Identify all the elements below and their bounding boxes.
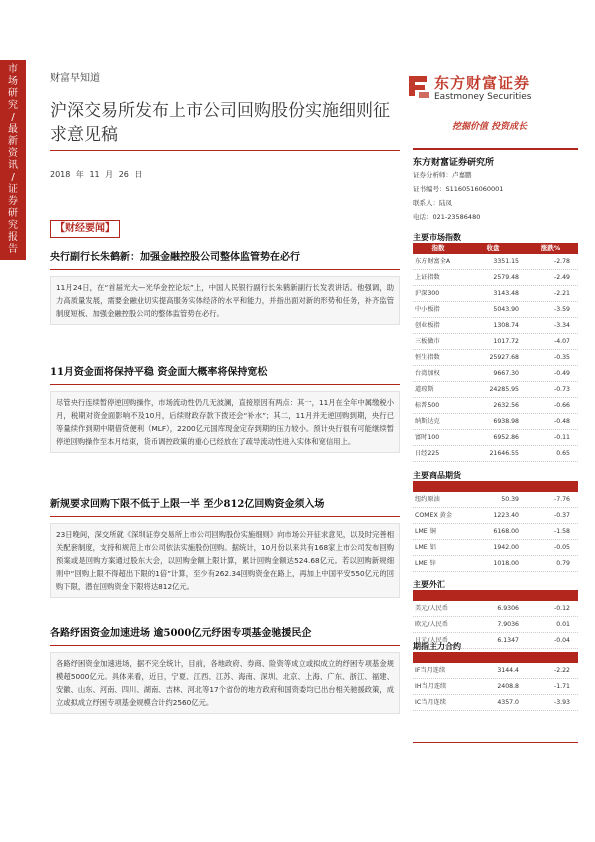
row-value: 3351.15 <box>493 258 519 265</box>
article <box>50 498 400 598</box>
row-name: 美元/人民币 <box>415 605 449 612</box>
row-name: LME 锌 <box>415 560 436 567</box>
table-row <box>413 270 578 286</box>
row-change: -0.73 <box>553 386 570 393</box>
side-label-char: / <box>11 172 15 183</box>
index-futures-table <box>413 641 578 711</box>
row-value: 6938.98 <box>493 418 519 425</box>
logo-text: 东方财富证券 <box>434 74 531 92</box>
side-label <box>0 64 26 256</box>
table-row <box>413 302 578 318</box>
row-name: 台湾加权 <box>415 370 440 377</box>
row-value: 1308.74 <box>493 322 519 329</box>
side-label-char: 证 <box>8 184 18 195</box>
article <box>50 627 400 714</box>
side-label-char: 新 <box>8 136 18 147</box>
article <box>50 366 400 453</box>
logo-english: Eastmoney Securities <box>434 92 532 102</box>
table-row <box>413 398 578 414</box>
row-name: IH当月连续 <box>415 683 447 690</box>
side-label-char: 资 <box>8 148 18 159</box>
row-name: 欧元/人民币 <box>415 621 449 628</box>
table-row <box>413 318 578 334</box>
section-tag: 【财经要闻】 <box>50 220 120 238</box>
table-row <box>413 350 578 366</box>
futures-title: 期指主力合约 <box>413 642 461 651</box>
table-row <box>413 663 578 679</box>
row-value: 1018.00 <box>493 560 519 567</box>
table-row <box>413 679 578 695</box>
row-change: 0.01 <box>556 621 570 628</box>
side-label-char: 报 <box>8 232 18 243</box>
article-body: 23日晚间，深交所就《深圳证券交易所上市公司回购股份实施细则》向市场公开征求意见，以及时完善相关配套制度，支持和规范上市公司依法实施股份回购。据统计，10月份以来共有168家上市公司发布回购预案或是回购方案通过股东大会，以回购金额上限计算，累计回购金额达524.68亿元。若以回购新规细则中“回购上限不得超出下限的1倍”计算，至少有262.34回购资金在路上，再加上中国平安550亿元的回购下限，潜在回购资金下限将达812亿元。 <box>50 523 400 598</box>
row-change: -7.76 <box>553 496 570 503</box>
market-index-table <box>413 232 578 462</box>
table-row <box>413 254 578 270</box>
row-value: 7.9036 <box>497 621 519 628</box>
table-header-bar <box>413 590 578 601</box>
article-headline: 各路纾困资金加速进场 逾5000亿元纾困专项基金驰援民企 <box>50 627 400 646</box>
row-value: 2632.56 <box>493 402 519 409</box>
row-value: 6168.00 <box>493 528 519 535</box>
contact-phone: 电话：021-23586480 <box>413 213 481 221</box>
table-row <box>413 382 578 398</box>
row-name: 东方财富全A <box>415 258 451 265</box>
article-body: 各路纾困资金加速进场，据不完全统计，目前，各地政府、券商、险资等成立或拟成立的纾困专项基金规模超5000亿元。具体来看，近日，宁夏、江西、江苏、海南、深圳、北京、上海、广东、浙江、福建、安徽、山东、河南、四川、湖南、吉林、河北等17个省份的地方政府和国资委均已出台相关驰援政策，成立或拟成立纾困专项基金规模合计约2560亿元。 <box>50 652 400 714</box>
fx-title: 主要外汇 <box>413 580 445 589</box>
row-value: 3143.48 <box>493 290 519 297</box>
table-row <box>413 695 578 711</box>
header-close: 收盘 <box>486 244 500 252</box>
row-change: 0.79 <box>556 560 570 567</box>
row-change: -0.12 <box>553 605 570 612</box>
row-change: -0.48 <box>553 418 570 425</box>
row-change: -2.49 <box>553 274 570 281</box>
row-change: -1.71 <box>553 683 570 690</box>
row-value: 1017.72 <box>493 338 519 345</box>
report-type: 财富早知道 <box>50 73 100 84</box>
analyst-name: 证券分析师：卢嘉鹏 <box>413 171 472 179</box>
footer-divider <box>413 742 578 743</box>
commodities-table <box>413 470 578 572</box>
table-row <box>413 366 578 382</box>
row-change: -2.22 <box>553 667 570 674</box>
side-label-char: 究 <box>8 100 18 111</box>
table-row <box>413 430 578 446</box>
fx-table <box>413 579 578 649</box>
row-name: 日元/人民币 <box>415 637 449 644</box>
table-row <box>413 508 578 524</box>
row-value: 6952.86 <box>493 434 519 441</box>
row-change: -2.21 <box>553 290 570 297</box>
table-row <box>413 446 578 462</box>
table-row <box>413 617 578 633</box>
side-label-char: 告 <box>8 244 18 255</box>
report-date: 2018 年 11 月 26 日 <box>50 170 143 179</box>
side-label-char: 场 <box>8 76 18 87</box>
row-change: -0.49 <box>553 370 570 377</box>
row-value: 2408.8 <box>497 683 519 690</box>
header-divider <box>50 150 400 151</box>
commodities-title: 主要商品期货 <box>413 471 461 480</box>
row-name: LME 铝 <box>415 544 436 551</box>
side-label-char: 最 <box>8 124 18 135</box>
table-row <box>413 524 578 540</box>
row-name: LME 铜 <box>415 528 436 535</box>
row-value: 4357.0 <box>497 699 519 706</box>
table-row <box>413 414 578 430</box>
row-value: 24285.95 <box>489 386 519 393</box>
row-value: 25927.68 <box>489 354 519 361</box>
row-change: -0.37 <box>553 512 570 519</box>
row-name: 恒生指数 <box>415 354 440 361</box>
row-value: 6.9306 <box>497 605 519 612</box>
row-name: 创业板指 <box>415 322 440 329</box>
side-label-char: 研 <box>8 208 18 219</box>
row-name: 上证指数 <box>415 274 440 281</box>
row-change: -0.11 <box>553 434 570 441</box>
row-value: 1223.40 <box>493 512 519 519</box>
table-row <box>413 334 578 350</box>
slogan: 挖掘价值 投资成长 <box>452 122 528 132</box>
row-change: -3.34 <box>553 322 570 329</box>
row-name: 道琼斯 <box>415 386 434 393</box>
row-change: -3.59 <box>553 306 570 313</box>
table-header <box>413 243 578 254</box>
row-change: 0.65 <box>556 450 570 457</box>
side-label-char: 券 <box>8 196 18 207</box>
row-change: -0.35 <box>553 354 570 361</box>
contact-name: 联系人：陆凤 <box>413 199 452 207</box>
table-header-bar <box>413 652 578 663</box>
article <box>50 251 400 325</box>
header-change: 涨跌% <box>540 244 561 252</box>
row-value: 1942.00 <box>493 544 519 551</box>
table-row <box>413 601 578 617</box>
side-label-char: / <box>11 112 15 123</box>
row-value: 5043.90 <box>493 306 519 313</box>
eastmoney-logo-icon <box>405 72 431 100</box>
row-name: IC当月连续 <box>415 699 446 706</box>
table-row <box>413 556 578 572</box>
row-change: -0.05 <box>553 544 570 551</box>
row-name: 中小板指 <box>415 306 440 313</box>
row-change: -1.58 <box>553 528 570 535</box>
row-change: -0.04 <box>553 637 570 644</box>
row-value: 3144.4 <box>497 667 519 674</box>
row-name: 日经225 <box>415 450 440 457</box>
row-change: -2.78 <box>553 258 570 265</box>
cert-number: 证书编号：S1160516060001 <box>413 185 504 193</box>
row-name: COMEX 黄金 <box>415 512 453 519</box>
row-name: 纽约原油 <box>415 496 440 503</box>
article-headline: 新规要求回购下限不低于上限一半 至少812亿回购资金须入场 <box>50 498 400 517</box>
table-row <box>413 492 578 508</box>
row-change: -0.66 <box>553 402 570 409</box>
row-name: 沪深300 <box>415 290 440 297</box>
table-row <box>413 540 578 556</box>
row-name: 三板做市 <box>415 338 440 345</box>
header-index: 指数 <box>431 244 445 252</box>
side-label-char: 讯 <box>8 160 18 171</box>
article-body: 尽管央行连续暂停逆回购操作，市场流动性仍几无波澜，直接原因有两点：其一，11月在全年中属缴税小月，税期对资金面影响不及10月，后续财政存款下拨还会“补水”；其二，11月并无逆回购到期，央行已等量续作到期中期借贷便利（MLF），2200亿元国库现金定存到期的压力较小。预计央行很有可能继续暂停逆回购操作至本月结束，货币调控政策的重心已经放在了疏导流动性进入实体和宽信用上。 <box>50 391 400 453</box>
row-value: 6.1347 <box>497 637 519 644</box>
row-value: 50.39 <box>501 496 519 503</box>
row-change: -3.93 <box>553 699 570 706</box>
article-headline: 央行副行长朱鹤新：加强金融控股公司整体监管势在必行 <box>50 251 400 270</box>
row-value: 21646.55 <box>489 450 519 457</box>
side-label-char: 市 <box>8 64 18 75</box>
article-body: 11月24日，在“首届光大—光华金控论坛”上，中国人民银行副行长朱鹤新副行长发表讲话。他强调，助力高质量发展，需要金融业切实提高服务实体经济的水平和能力，并指出面对新的形势和任务，补齐监管制度短板、加强金融控股公司的整体监管势在必行。 <box>50 276 400 325</box>
row-name: IF当月连续 <box>415 667 446 674</box>
page-title: 沪深交易所发布上市公司回购股份实施细则征求意见稿 <box>50 101 390 145</box>
row-name: 纳斯达克 <box>415 418 440 425</box>
side-label-char: 究 <box>8 220 18 231</box>
article-headline: 11月资金面将保持平稳 资金面大概率将保持宽松 <box>50 366 400 385</box>
row-name: 标普500 <box>415 402 440 409</box>
sidebar-divider <box>413 148 578 150</box>
research-title: 东方财富证券研究所 <box>413 158 495 168</box>
row-change: -4.07 <box>553 338 570 345</box>
table-header-bar <box>413 481 578 492</box>
table-row <box>413 286 578 302</box>
side-label-char: 研 <box>8 88 18 99</box>
row-value: 9667.30 <box>493 370 519 377</box>
row-value: 2579.48 <box>493 274 519 281</box>
market-index-title: 主要市场指数 <box>413 233 461 242</box>
row-name: 富时100 <box>415 434 440 441</box>
